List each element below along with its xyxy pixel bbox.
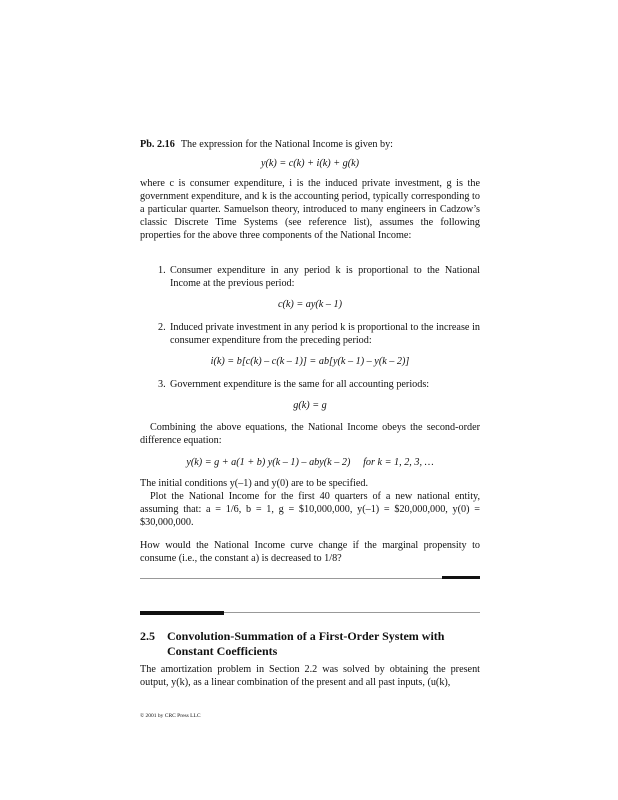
problem-label: Pb. 2.16	[140, 139, 175, 150]
end-mark	[442, 576, 480, 579]
item-number: 3.	[158, 379, 166, 390]
second-order-equation: y(k) = g + a(1 + b) y(k – 1) – aby(k – 2) for k = 1, 2, 3, …	[186, 457, 434, 468]
item-text: Induced private investment in any period k is proportional to the increase in consumer expenditure from the preceding period:	[170, 322, 480, 346]
plot-instruction: Plot the National Income for the first 40 quarters of a new national entity, assuming that: a = 1/6, b = 1, g = $10,000,000, y(–1) = $20,000,000, y(0) = $30,000,000.	[140, 491, 480, 528]
main-equation: y(k) = c(k) + i(k) + g(k)	[260, 158, 360, 169]
combining-text: Combining the above equations, the National Income obeys the second-order difference equation:	[140, 422, 480, 446]
question-text: How would the National Income curve change if the marginal propensity to consume (i.e., the constant a) is decreased to 1/8?	[140, 540, 480, 564]
item-number: 2.	[158, 322, 166, 333]
item-number: 1.	[158, 265, 166, 276]
item-equation: g(k) = g	[293, 400, 327, 411]
divider	[140, 578, 480, 579]
problem-description: where c is consumer expenditure, i is the induced private investment, g is the government expenditure, and k is the accounting period, typically corresponding to a particular quarter. Samuelson theory, introduced to many engineers in Cadzow’s classic Discrete Time Systems (see reference list), assumes the following properties for the above three components of the National Income:	[140, 178, 480, 241]
item-text: Government expenditure is the same for all accounting periods:	[170, 379, 430, 390]
section-mark	[140, 611, 224, 615]
list-item	[140, 321, 480, 347]
item-equation: c(k) = ay(k – 1)	[277, 299, 342, 310]
item-text: Consumer expenditure in any period k is proportional to the National Income at the previous period:	[170, 265, 480, 289]
section-title: Convolution-Summation of a First-Order System with Constant Coefficients	[167, 629, 445, 658]
copyright-footer: © 2001 by CRC Press LLC	[140, 713, 201, 719]
section-body: The amortization problem in Section 2.2 was solved by obtaining the present output, y(k), as a linear combination of the present and all past inputs, (u(k),	[140, 664, 480, 688]
initial-conditions: The initial conditions y(–1) and y(0) are to be specified.	[140, 478, 369, 489]
problem-intro-text: The expression for the National Income is given by:	[180, 139, 393, 150]
list-item	[140, 264, 480, 290]
section-number: 2.5	[140, 629, 155, 643]
list-item	[140, 378, 480, 391]
item-equation: i(k) = b[c(k) – c(k – 1)] = ab[y(k – 1) – y(k – 2)]	[210, 356, 410, 367]
problem-intro	[140, 138, 480, 151]
section-heading	[140, 629, 480, 659]
